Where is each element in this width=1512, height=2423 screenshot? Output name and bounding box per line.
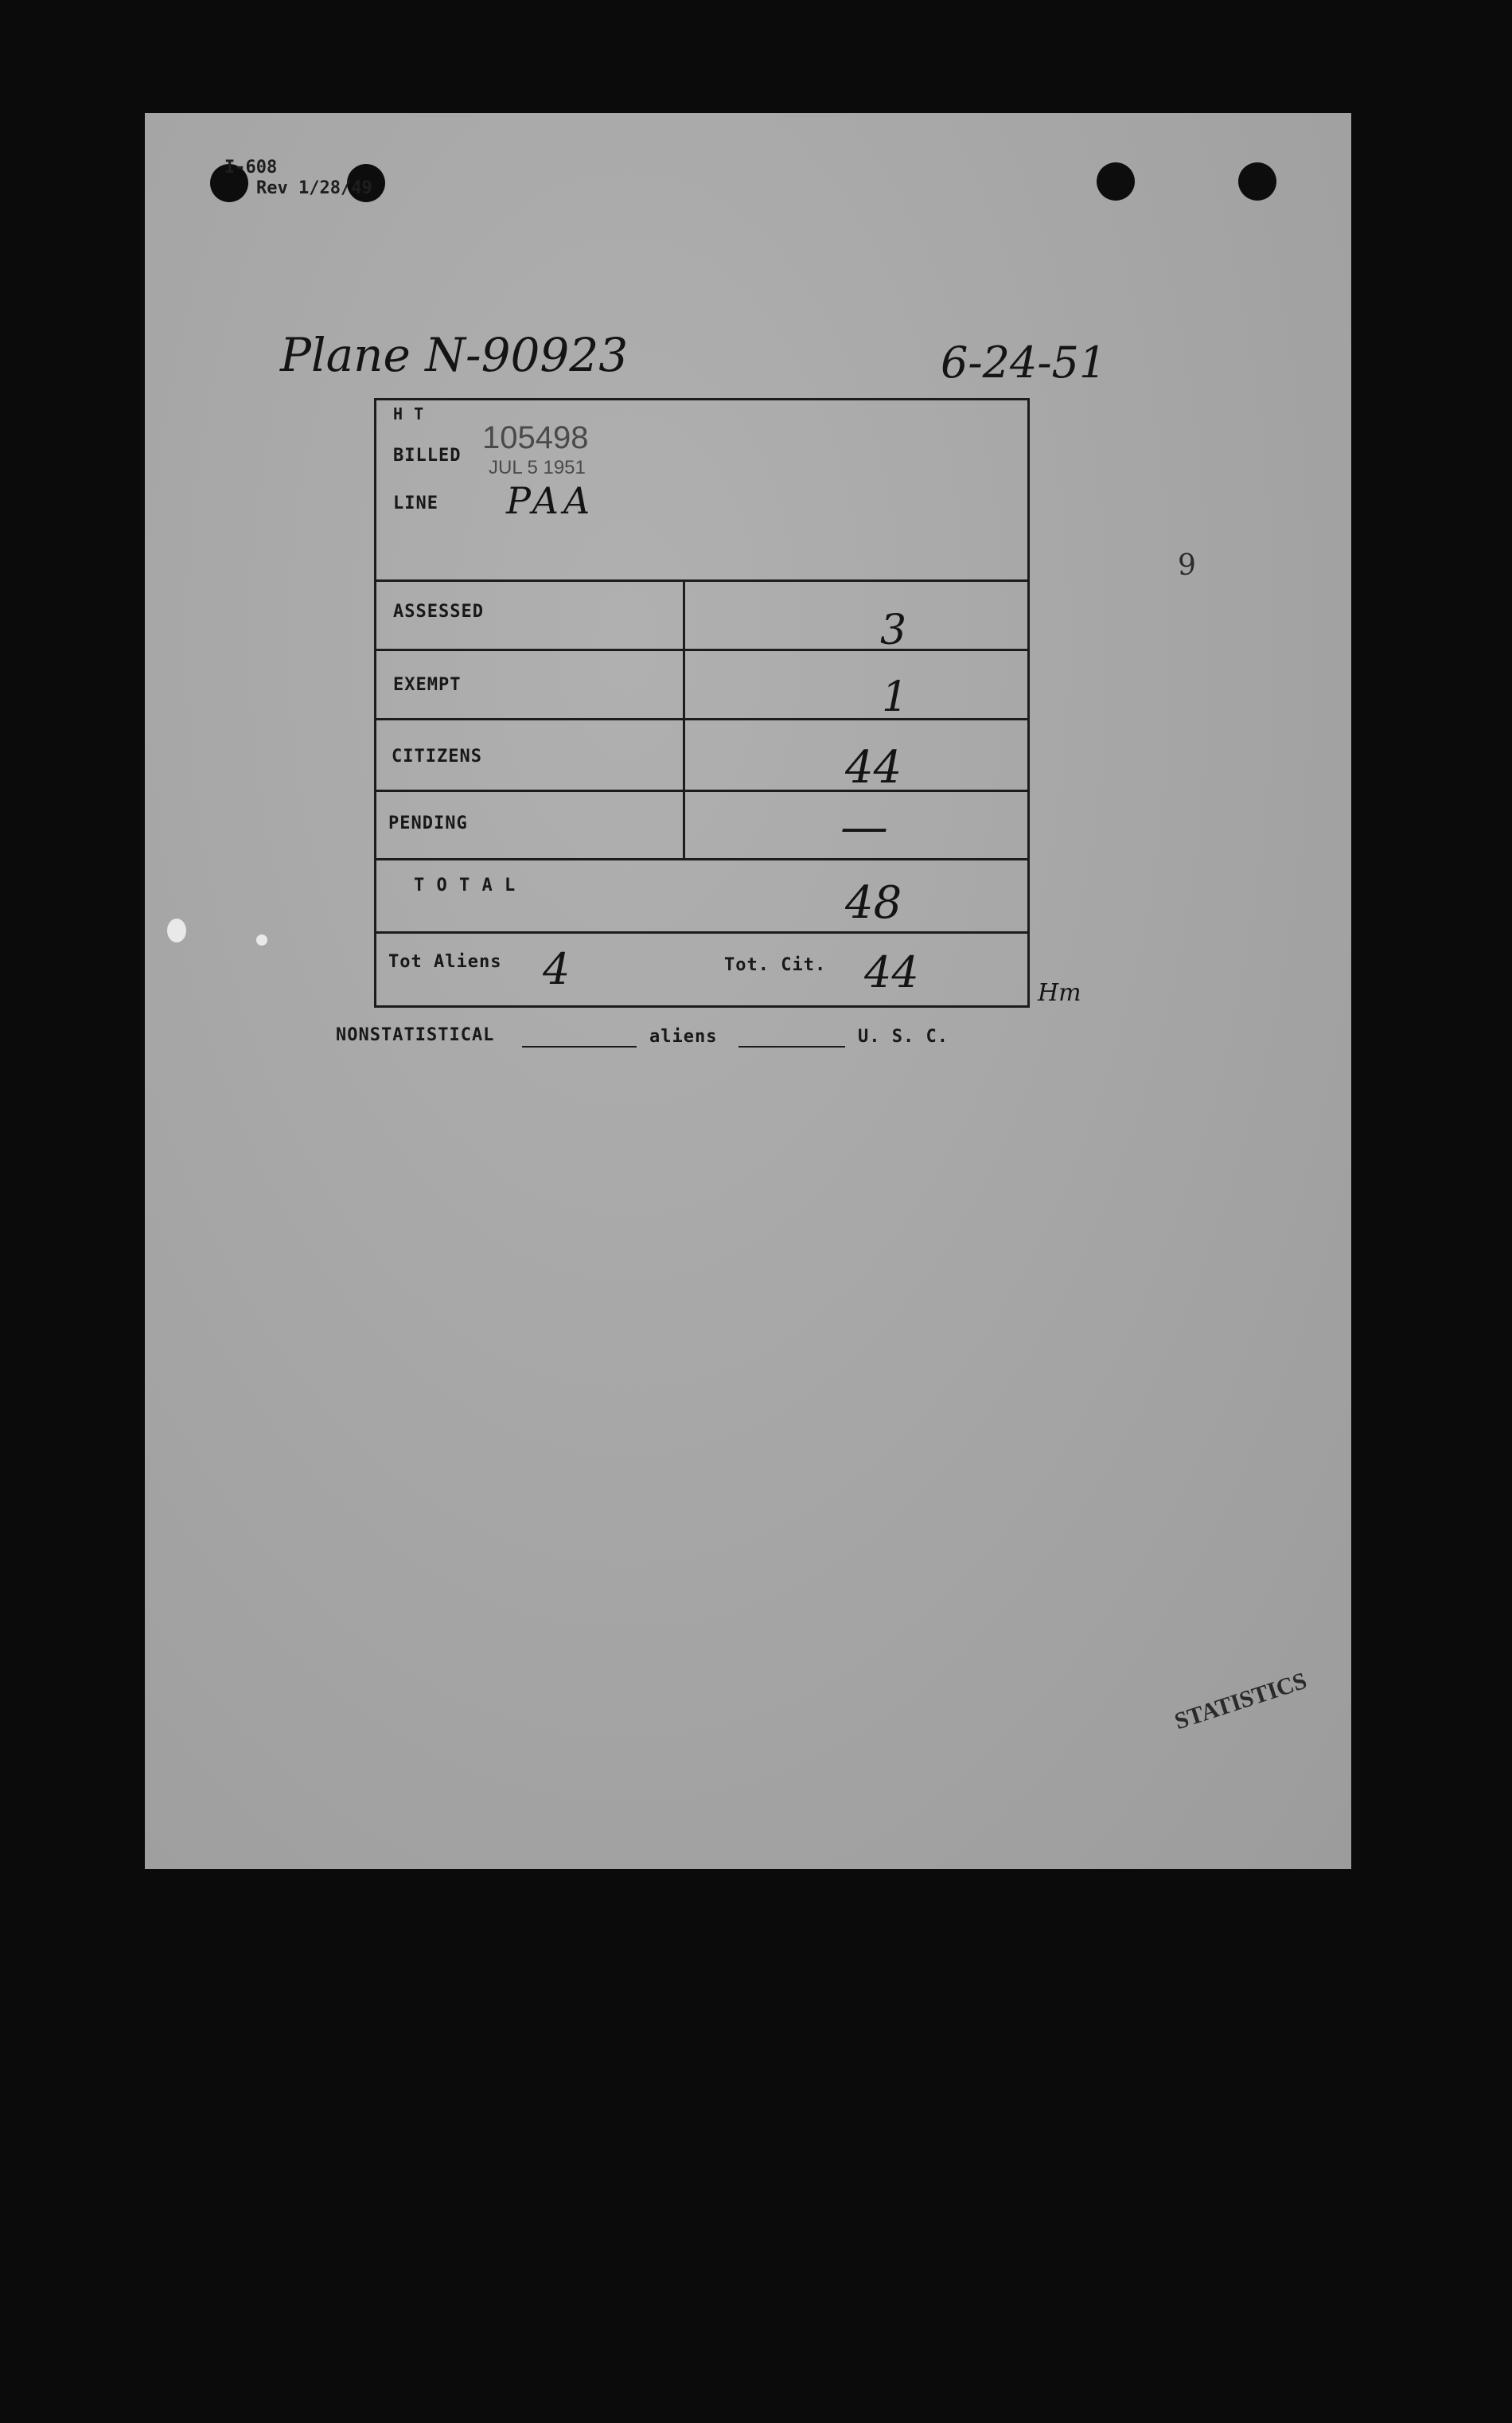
line-value: PAA [506, 479, 595, 522]
nonstatistical-blank [522, 1046, 637, 1048]
paper-speck [256, 934, 267, 946]
pending-value: — [840, 799, 888, 855]
nonstatistical-label: NONSTATISTICAL [336, 1025, 495, 1045]
punch-hole-right-1 [1097, 162, 1135, 201]
initials: Hm [1038, 979, 1081, 1007]
plane-number: Plane N-90923 [280, 328, 629, 382]
punch-hole-right-2 [1238, 162, 1276, 201]
ht-label: H T [393, 404, 425, 423]
manifest-box [374, 398, 1030, 1008]
usc-label: U. S. C. [858, 1027, 949, 1047]
column-divider [683, 579, 685, 860]
line-label: LINE [393, 494, 438, 513]
billed-label: BILLED [393, 446, 462, 466]
row-divider [374, 718, 1030, 720]
form-revision: Rev 1/28/49 [256, 178, 372, 198]
assessed-label: ASSESSED [393, 602, 484, 622]
aliens-blank [738, 1046, 845, 1048]
handwritten-date: 6-24-51 [941, 338, 1107, 388]
exempt-label: EXEMPT [393, 675, 462, 695]
document-page [145, 113, 1351, 1869]
citizens-label: CITIZENS [392, 747, 482, 767]
total-citizens-value: 44 [864, 947, 919, 997]
row-divider [374, 790, 1030, 792]
aliens-label: aliens [649, 1027, 718, 1047]
row-divider [374, 649, 1030, 651]
statistics-stamp: STATISTICS [1171, 1667, 1311, 1735]
page-number: 9 [1178, 549, 1196, 582]
row-divider [374, 931, 1030, 934]
form-number: I-608 [224, 158, 278, 178]
total-citizens-label: Tot. Cit. [724, 955, 827, 975]
billed-date-stamp: JUL 5 1951 [489, 457, 586, 478]
paper-speck [167, 919, 186, 942]
citizens-value: 44 [845, 742, 902, 794]
form-code [224, 158, 372, 199]
billed-number: 105498 [482, 420, 589, 455]
row-divider [374, 858, 1030, 860]
exempt-value: 1 [882, 673, 909, 721]
pending-label: PENDING [388, 814, 468, 833]
box-divider [374, 579, 1030, 582]
total-label: T O T A L [414, 876, 516, 895]
total-aliens-label: Tot Aliens [388, 952, 502, 972]
total-aliens-value: 4 [543, 944, 571, 994]
total-value: 48 [845, 877, 902, 929]
assessed-value: 3 [880, 607, 907, 654]
